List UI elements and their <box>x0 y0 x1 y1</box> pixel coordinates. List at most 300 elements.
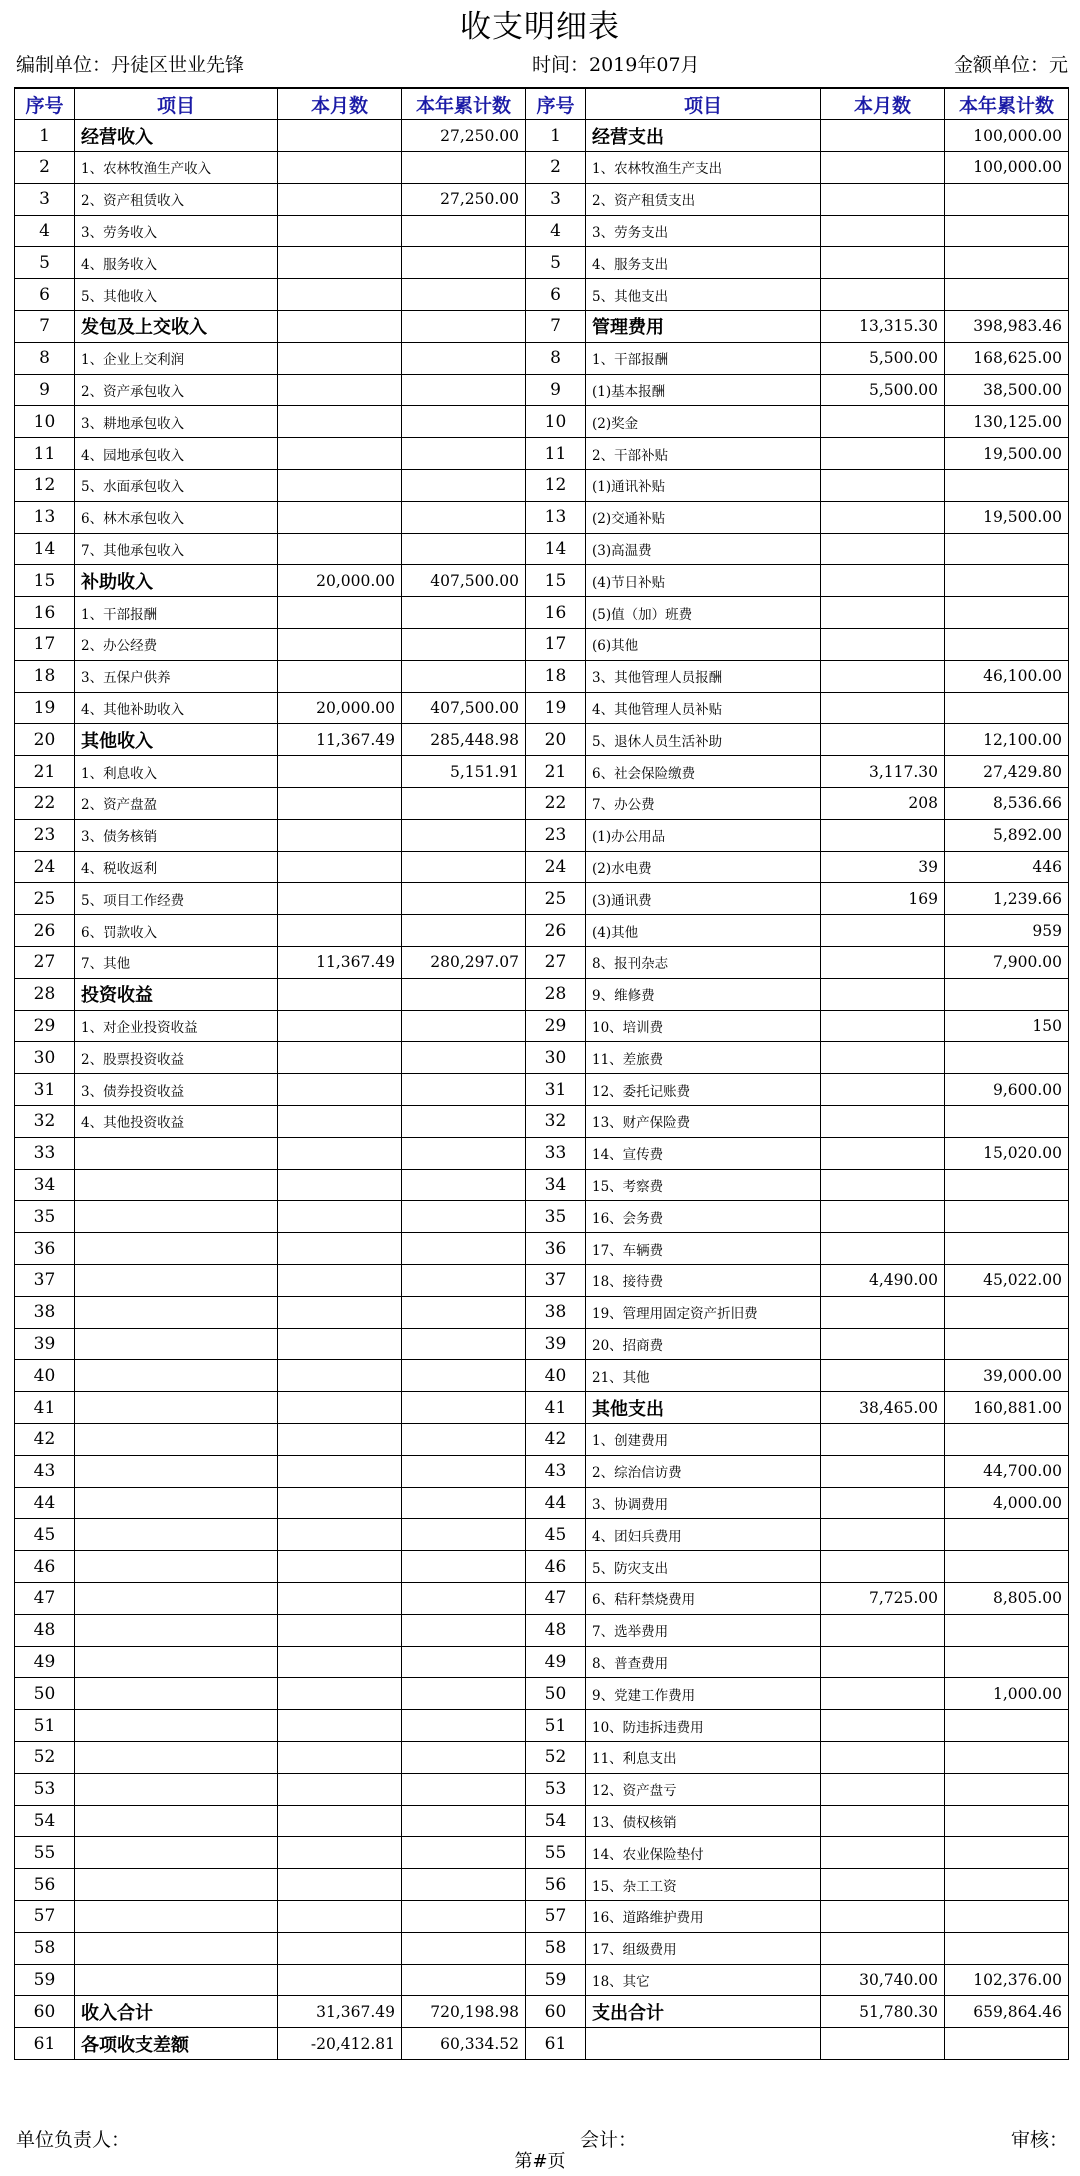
income-item-cell: 其他收入 <box>75 724 278 756</box>
income-item-cell: 4、其他投资收益 <box>75 1106 278 1138</box>
table-row <box>15 438 1069 470</box>
expense-ytd-cell: 100,000.00 <box>945 120 1069 152</box>
table-row <box>15 819 1069 851</box>
expense-ytd-cell: 8,536.66 <box>945 788 1069 820</box>
expense-item-cell: 16、会务费 <box>586 1201 821 1233</box>
expense-item-cell: (2)交通补贴 <box>586 501 821 533</box>
income-no-cell: 56 <box>15 1869 75 1901</box>
expense-month-cell <box>821 120 945 152</box>
income-no-cell: 21 <box>15 756 75 788</box>
expense-month-cell <box>821 1042 945 1074</box>
expense-ytd-cell <box>945 1773 1069 1805</box>
income-item-cell: 7、其他承包收入 <box>75 533 278 565</box>
income-ytd-cell <box>402 819 526 851</box>
table-row <box>15 692 1069 724</box>
income-item-cell <box>75 1837 278 1869</box>
expense-item-cell: 13、财产保险费 <box>586 1106 821 1138</box>
income-ytd-cell <box>402 883 526 915</box>
income-item-cell: 各项收支差额 <box>75 2028 278 2060</box>
income-no-cell: 25 <box>15 883 75 915</box>
income-month-cell <box>278 1710 402 1742</box>
expense-no-cell: 44 <box>526 1487 586 1519</box>
expense-no-cell: 45 <box>526 1519 586 1551</box>
table-row <box>15 1869 1069 1901</box>
expense-month-cell <box>821 247 945 279</box>
expense-item-cell: 21、其他 <box>586 1360 821 1392</box>
income-ytd-cell <box>402 215 526 247</box>
income-ytd-cell <box>402 1646 526 1678</box>
income-month-cell <box>278 1010 402 1042</box>
income-month-cell <box>278 1582 402 1614</box>
table-row <box>15 1996 1069 2028</box>
expense-no-cell: 16 <box>526 597 586 629</box>
table-row <box>15 756 1069 788</box>
expense-ytd-cell <box>945 1614 1069 1646</box>
income-ytd-cell <box>402 470 526 502</box>
expense-no-cell: 56 <box>526 1869 586 1901</box>
expense-no-cell: 5 <box>526 247 586 279</box>
expense-month-cell: 51,780.30 <box>821 1996 945 2028</box>
table-row <box>15 629 1069 661</box>
expense-month-cell <box>821 1010 945 1042</box>
table-row <box>15 1932 1069 1964</box>
income-ytd-cell <box>402 1487 526 1519</box>
table-row <box>15 1264 1069 1296</box>
table-row <box>15 1805 1069 1837</box>
income-ytd-cell <box>402 1042 526 1074</box>
income-no-cell: 22 <box>15 788 75 820</box>
income-month-cell <box>278 406 402 438</box>
income-item-cell <box>75 1137 278 1169</box>
income-ytd-cell <box>402 1392 526 1424</box>
income-ytd-cell <box>402 279 526 311</box>
expense-month-cell <box>821 629 945 661</box>
income-month-cell <box>278 152 402 184</box>
income-month-cell <box>278 120 402 152</box>
income-month-cell <box>278 1678 402 1710</box>
expense-ytd-cell <box>945 629 1069 661</box>
income-month-cell <box>278 279 402 311</box>
income-month-cell <box>278 1264 402 1296</box>
expense-month-cell: 4,490.00 <box>821 1264 945 1296</box>
expense-month-cell <box>821 1900 945 1932</box>
income-item-cell: 2、股票投资收益 <box>75 1042 278 1074</box>
income-item-cell <box>75 1805 278 1837</box>
income-expense-table <box>14 87 1069 2060</box>
expense-month-cell <box>821 1328 945 1360</box>
income-ytd-cell: 5,151.91 <box>402 756 526 788</box>
income-no-cell: 55 <box>15 1837 75 1869</box>
page-number: 第#页 <box>514 2151 566 2172</box>
table-row <box>15 342 1069 374</box>
expense-ytd-cell <box>945 597 1069 629</box>
expense-no-cell: 60 <box>526 1996 586 2028</box>
expense-item-cell: 20、招商费 <box>586 1328 821 1360</box>
table-row <box>15 1169 1069 1201</box>
expense-item-cell: 6、社会保险缴费 <box>586 756 821 788</box>
income-ytd-cell <box>402 1837 526 1869</box>
income-month-cell <box>278 1932 402 1964</box>
income-ytd-cell <box>402 1741 526 1773</box>
expense-no-cell: 58 <box>526 1932 586 1964</box>
income-item-cell <box>75 1296 278 1328</box>
table-row <box>15 1042 1069 1074</box>
income-ytd-cell <box>402 533 526 565</box>
expense-item-cell: 3、协调费用 <box>586 1487 821 1519</box>
expense-item-cell: (5)值（加）班费 <box>586 597 821 629</box>
income-ytd-cell <box>402 1614 526 1646</box>
income-ytd-cell <box>402 1773 526 1805</box>
table-row <box>15 1137 1069 1169</box>
income-ytd-cell <box>402 1010 526 1042</box>
header-cell: 项目 <box>586 88 821 120</box>
expense-no-cell: 22 <box>526 788 586 820</box>
income-no-cell: 60 <box>15 1996 75 2028</box>
income-item-cell <box>75 1710 278 1742</box>
expense-ytd-cell: 160,881.00 <box>945 1392 1069 1424</box>
income-item-cell: 4、服务收入 <box>75 247 278 279</box>
income-item-cell: 发包及上交收入 <box>75 311 278 343</box>
table-row <box>15 470 1069 502</box>
expense-month-cell <box>821 1805 945 1837</box>
income-item-cell: 4、园地承包收入 <box>75 438 278 470</box>
income-ytd-cell <box>402 1423 526 1455</box>
income-ytd-cell <box>402 152 526 184</box>
expense-ytd-cell: 8,805.00 <box>945 1582 1069 1614</box>
income-item-cell <box>75 1964 278 1996</box>
income-item-cell <box>75 1678 278 1710</box>
income-month-cell <box>278 819 402 851</box>
expense-month-cell <box>821 915 945 947</box>
income-no-cell: 38 <box>15 1296 75 1328</box>
income-no-cell: 24 <box>15 851 75 883</box>
expense-ytd-cell <box>945 1042 1069 1074</box>
expense-no-cell: 13 <box>526 501 586 533</box>
income-month-cell <box>278 501 402 533</box>
income-ytd-cell <box>402 1869 526 1901</box>
expense-no-cell: 10 <box>526 406 586 438</box>
expense-no-cell: 55 <box>526 1837 586 1869</box>
expense-ytd-cell <box>945 565 1069 597</box>
income-no-cell: 47 <box>15 1582 75 1614</box>
expense-ytd-cell <box>945 183 1069 215</box>
table-row <box>15 1773 1069 1805</box>
income-no-cell: 32 <box>15 1106 75 1138</box>
expense-item-cell: 10、培训费 <box>586 1010 821 1042</box>
income-item-cell: 4、税收返利 <box>75 851 278 883</box>
income-no-cell: 46 <box>15 1551 75 1583</box>
income-item-cell: 1、对企业投资收益 <box>75 1010 278 1042</box>
table-row <box>15 1296 1069 1328</box>
table-row <box>15 883 1069 915</box>
expense-item-cell: 15、考察费 <box>586 1169 821 1201</box>
table-row <box>15 1582 1069 1614</box>
income-ytd-cell: 27,250.00 <box>402 120 526 152</box>
expense-no-cell: 26 <box>526 915 586 947</box>
income-no-cell: 61 <box>15 2028 75 2060</box>
expense-item-cell: 1、干部报酬 <box>586 342 821 374</box>
table-row <box>15 1423 1069 1455</box>
expense-month-cell: 169 <box>821 883 945 915</box>
income-ytd-cell <box>402 1169 526 1201</box>
income-no-cell: 11 <box>15 438 75 470</box>
income-no-cell: 54 <box>15 1805 75 1837</box>
header-cell: 本月数 <box>821 88 945 120</box>
expense-month-cell <box>821 724 945 756</box>
expense-item-cell: 5、其他支出 <box>586 279 821 311</box>
income-item-cell <box>75 1169 278 1201</box>
expense-ytd-cell: 130,125.00 <box>945 406 1069 438</box>
income-item-cell: 2、办公经费 <box>75 629 278 661</box>
income-ytd-cell <box>402 1551 526 1583</box>
expense-month-cell <box>821 1360 945 1392</box>
income-month-cell: 20,000.00 <box>278 565 402 597</box>
expense-item-cell: 9、维修费 <box>586 978 821 1010</box>
expense-no-cell: 14 <box>526 533 586 565</box>
table-row <box>15 947 1069 979</box>
income-no-cell: 3 <box>15 183 75 215</box>
expense-item-cell: 经营支出 <box>586 120 821 152</box>
income-no-cell: 28 <box>15 978 75 1010</box>
income-item-cell: 投资收益 <box>75 978 278 1010</box>
expense-item-cell: (1)基本报酬 <box>586 374 821 406</box>
expense-item-cell: 3、劳务支出 <box>586 215 821 247</box>
expense-item-cell: 15、杂工工资 <box>586 1869 821 1901</box>
expense-item-cell: 1、创建费用 <box>586 1423 821 1455</box>
income-ytd-cell <box>402 915 526 947</box>
income-item-cell: 1、企业上交利润 <box>75 342 278 374</box>
expense-no-cell: 46 <box>526 1551 586 1583</box>
income-item-cell <box>75 1932 278 1964</box>
expense-no-cell: 7 <box>526 311 586 343</box>
expense-item-cell: 4、其他管理人员补贴 <box>586 692 821 724</box>
expense-no-cell: 32 <box>526 1106 586 1138</box>
income-month-cell <box>278 1233 402 1265</box>
income-ytd-cell <box>402 1582 526 1614</box>
income-item-cell <box>75 1551 278 1583</box>
table-row <box>15 1487 1069 1519</box>
table-row <box>15 183 1069 215</box>
expense-month-cell: 3,117.30 <box>821 756 945 788</box>
table-row <box>15 1074 1069 1106</box>
expense-item-cell: 11、利息支出 <box>586 1741 821 1773</box>
expense-month-cell <box>821 1646 945 1678</box>
expense-month-cell <box>821 1519 945 1551</box>
income-no-cell: 4 <box>15 215 75 247</box>
table-row <box>15 1646 1069 1678</box>
header-cell: 本年累计数 <box>402 88 526 120</box>
income-month-cell <box>278 470 402 502</box>
income-no-cell: 49 <box>15 1646 75 1678</box>
income-ytd-cell <box>402 311 526 343</box>
income-item-cell <box>75 1582 278 1614</box>
table-row <box>15 851 1069 883</box>
accountant-label: 会计： <box>580 2129 638 2151</box>
income-month-cell <box>278 1773 402 1805</box>
income-month-cell <box>278 1137 402 1169</box>
expense-month-cell: 5,500.00 <box>821 342 945 374</box>
expense-month-cell <box>821 1296 945 1328</box>
income-item-cell <box>75 1233 278 1265</box>
income-month-cell <box>278 1201 402 1233</box>
income-no-cell: 16 <box>15 597 75 629</box>
expense-item-cell: 其他支出 <box>586 1392 821 1424</box>
checker-label: 审核： <box>1010 2129 1068 2151</box>
table-row <box>15 247 1069 279</box>
expense-item-cell: 支出合计 <box>586 1996 821 2028</box>
expense-no-cell: 30 <box>526 1042 586 1074</box>
income-item-cell: 1、利息收入 <box>75 756 278 788</box>
expense-ytd-cell: 150 <box>945 1010 1069 1042</box>
table-row <box>15 1360 1069 1392</box>
expense-no-cell: 18 <box>526 660 586 692</box>
expense-item-cell: 5、防灾支出 <box>586 1551 821 1583</box>
table-row <box>15 788 1069 820</box>
expense-month-cell: 39 <box>821 851 945 883</box>
income-month-cell <box>278 1646 402 1678</box>
income-no-cell: 19 <box>15 692 75 724</box>
income-item-cell <box>75 1392 278 1424</box>
income-ytd-cell <box>402 788 526 820</box>
income-ytd-cell: 720,198.98 <box>402 1996 526 2028</box>
expense-no-cell: 1 <box>526 120 586 152</box>
table-row <box>15 533 1069 565</box>
income-item-cell <box>75 1201 278 1233</box>
expense-month-cell <box>821 152 945 184</box>
table-row <box>15 1900 1069 1932</box>
income-ytd-cell <box>402 1106 526 1138</box>
expense-ytd-cell <box>945 1710 1069 1742</box>
expense-ytd-cell <box>945 1519 1069 1551</box>
income-month-cell <box>278 851 402 883</box>
income-item-cell: 5、其他收入 <box>75 279 278 311</box>
income-item-cell: 6、林木承包收入 <box>75 501 278 533</box>
income-no-cell: 23 <box>15 819 75 851</box>
expense-no-cell: 38 <box>526 1296 586 1328</box>
expense-month-cell <box>821 533 945 565</box>
income-month-cell <box>278 756 402 788</box>
expense-month-cell <box>821 1741 945 1773</box>
income-ytd-cell <box>402 247 526 279</box>
income-item-cell: 3、耕地承包收入 <box>75 406 278 438</box>
income-item-cell <box>75 1264 278 1296</box>
table-row <box>15 1519 1069 1551</box>
income-month-cell: -20,412.81 <box>278 2028 402 2060</box>
table-row <box>15 1392 1069 1424</box>
income-item-cell: 2、资产承包收入 <box>75 374 278 406</box>
income-month-cell <box>278 1614 402 1646</box>
table-row <box>15 374 1069 406</box>
expense-ytd-cell: 102,376.00 <box>945 1964 1069 1996</box>
expense-no-cell: 20 <box>526 724 586 756</box>
income-no-cell: 6 <box>15 279 75 311</box>
expense-item-cell: 2、资产租赁支出 <box>586 183 821 215</box>
expense-no-cell: 37 <box>526 1264 586 1296</box>
expense-month-cell: 5,500.00 <box>821 374 945 406</box>
expense-no-cell: 15 <box>526 565 586 597</box>
expense-no-cell: 36 <box>526 1233 586 1265</box>
income-item-cell: 5、水面承包收入 <box>75 470 278 502</box>
expense-ytd-cell: 12,100.00 <box>945 724 1069 756</box>
income-ytd-cell <box>402 1360 526 1392</box>
expense-no-cell: 21 <box>526 756 586 788</box>
expense-no-cell: 59 <box>526 1964 586 1996</box>
expense-item-cell: (1)办公用品 <box>586 819 821 851</box>
table-row <box>15 1328 1069 1360</box>
table-row <box>15 1233 1069 1265</box>
expense-item-cell: (4)节日补贴 <box>586 565 821 597</box>
expense-item-cell: 3、其他管理人员报酬 <box>586 660 821 692</box>
expense-item-cell: 12、委托记账费 <box>586 1074 821 1106</box>
expense-no-cell: 27 <box>526 947 586 979</box>
income-month-cell <box>278 1392 402 1424</box>
expense-month-cell: 38,465.00 <box>821 1392 945 1424</box>
income-item-cell <box>75 1328 278 1360</box>
expense-month-cell <box>821 215 945 247</box>
income-ytd-cell <box>402 1074 526 1106</box>
expense-ytd-cell: 27,429.80 <box>945 756 1069 788</box>
income-item-cell <box>75 1614 278 1646</box>
expense-no-cell: 52 <box>526 1741 586 1773</box>
expense-ytd-cell <box>945 470 1069 502</box>
expense-item-cell: (1)通讯补贴 <box>586 470 821 502</box>
income-ytd-cell <box>402 660 526 692</box>
expense-item-cell: 19、管理用固定资产折旧费 <box>586 1296 821 1328</box>
expense-no-cell: 6 <box>526 279 586 311</box>
income-item-cell: 1、农林牧渔生产收入 <box>75 152 278 184</box>
income-ytd-cell <box>402 438 526 470</box>
income-no-cell: 43 <box>15 1455 75 1487</box>
expense-item-cell: 13、债权核销 <box>586 1805 821 1837</box>
expense-item-cell: 2、干部补贴 <box>586 438 821 470</box>
income-month-cell <box>278 1296 402 1328</box>
income-no-cell: 5 <box>15 247 75 279</box>
income-ytd-cell <box>402 1328 526 1360</box>
income-no-cell: 9 <box>15 374 75 406</box>
expense-ytd-cell <box>945 978 1069 1010</box>
income-item-cell: 2、资产盘盈 <box>75 788 278 820</box>
expense-ytd-cell: 168,625.00 <box>945 342 1069 374</box>
expense-ytd-cell: 959 <box>945 915 1069 947</box>
expense-month-cell <box>821 1932 945 1964</box>
income-no-cell: 42 <box>15 1423 75 1455</box>
income-no-cell: 15 <box>15 565 75 597</box>
expense-ytd-cell: 19,500.00 <box>945 501 1069 533</box>
income-item-cell: 补助收入 <box>75 565 278 597</box>
table-row <box>15 152 1069 184</box>
expense-ytd-cell: 46,100.00 <box>945 660 1069 692</box>
expense-ytd-cell <box>945 1741 1069 1773</box>
expense-item-cell: 5、退休人员生活补助 <box>586 724 821 756</box>
expense-ytd-cell: 7,900.00 <box>945 947 1069 979</box>
expense-month-cell <box>821 597 945 629</box>
table-row <box>15 215 1069 247</box>
table-row <box>15 565 1069 597</box>
expense-ytd-cell <box>945 1805 1069 1837</box>
table-row <box>15 279 1069 311</box>
table-row <box>15 1964 1069 1996</box>
expense-ytd-cell <box>945 1869 1069 1901</box>
expense-no-cell: 25 <box>526 883 586 915</box>
income-no-cell: 58 <box>15 1932 75 1964</box>
table-row <box>15 1710 1069 1742</box>
income-ytd-cell <box>402 1201 526 1233</box>
income-month-cell <box>278 1551 402 1583</box>
income-no-cell: 35 <box>15 1201 75 1233</box>
table-row <box>15 978 1069 1010</box>
table-row <box>15 1010 1069 1042</box>
expense-month-cell <box>821 501 945 533</box>
